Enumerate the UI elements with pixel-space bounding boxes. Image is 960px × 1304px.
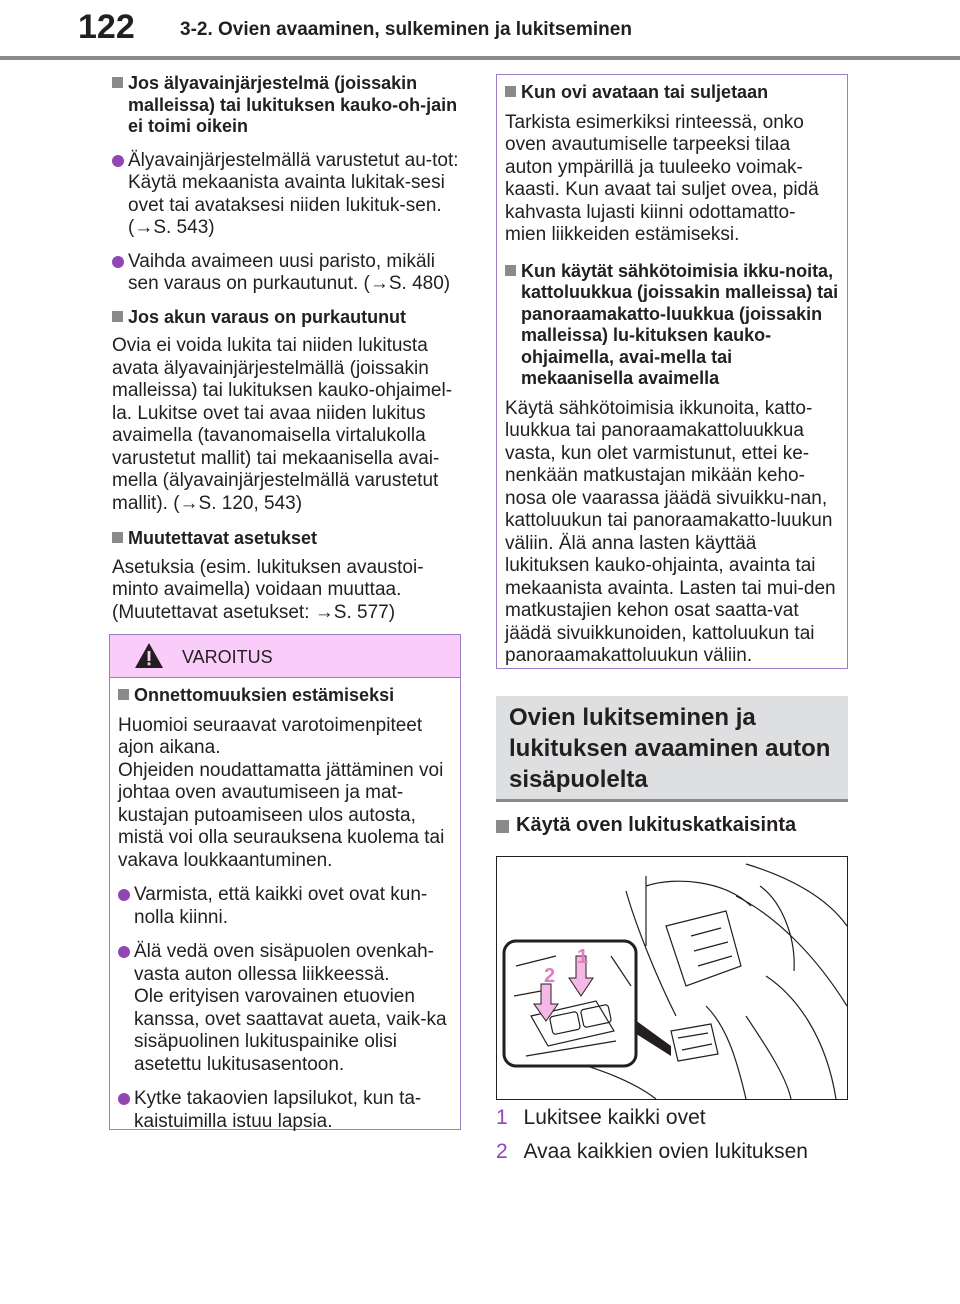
item-text: Avaa kaikkien ovien lukituksen (523, 1140, 808, 1163)
warning-bullet-child-locks: Kytke takaovien lapsilukot, kun ta-kaistuimilla istuu lapsia. (118, 1088, 452, 1133)
section-heading-battery-drained: Jos akun varaus on purkautunut (112, 307, 464, 329)
section-heading-smart-key: Jos älyavainjärjestelmä (joissakin malleissa) tai lukituksen kauko-oh-jain ei toimi oikein (112, 73, 458, 138)
heading-door-open-close: Kun ovi avataan tai suljetaan (505, 82, 847, 104)
item-number: 2 (496, 1140, 508, 1163)
list-item-lock (496, 1106, 706, 1130)
info-box (496, 74, 848, 669)
section-title-box (496, 696, 848, 802)
item-text: Lukitsee kaikki ovet (523, 1106, 706, 1129)
warning-bullet-handle: Älä vedä oven sisäpuolen ovenkah-vasta auton ollessa liikkeessä. (118, 941, 452, 986)
page-number: 122 (78, 8, 135, 46)
header-rule (0, 56, 960, 60)
heading-power-windows: Kun käytät sähkötoimisia ikku-noita, kattoluukkua (joissakin malleissa) tai panoraamakatto-luukkua (joissakin malleissa) lu-kituksen kauko-ohjaimella, avai-mella tai mekaanisella avaimella (505, 261, 839, 390)
battery-drained-text: Ovia ei voida lukita tai niiden lukitusta avata älyavainjärjestelmällä (joissakin malleissa) tai lukituksen kauko-ohjaimel-la. Lukitse ovet tai avaa niiden lukitus avaimella (tavanomaisella virtalukolla varustetut mallit) tai mekaanisella avai-mella (älyavainjärjestelmällä varustetut mallit). (→S. 120, 543) (112, 335, 453, 514)
figure-label-1: 1 (577, 946, 589, 968)
warning-header (110, 635, 460, 678)
warning-text-1: Huomioi seuraavat varotoimenpiteet ajon aikana. (118, 714, 423, 758)
warning-triangle-icon (134, 642, 164, 669)
section-title: Ovien lukitseminen ja lukituksen avaaminen auton sisäpuolelta (509, 704, 831, 793)
warning-title: VAROITUS (182, 647, 273, 667)
door-open-close-text: Tarkista esimerkiksi rinteessä, onko oven avautumiselle tarpeeksi tilaa auton ympärillä ja tuuleeko voimak-kaasti. Kun avaat tai suljet ovea, pidä kahvasta lujasti kiinni odottamatto-mien liikkeiden estämiseksi. (505, 111, 819, 245)
door-lock-switch-illustration (496, 856, 848, 1100)
heading-lock-switch: Käytä oven lukituskatkaisinta (496, 815, 796, 837)
section-heading-settings: Muutettavat asetukset (112, 528, 464, 550)
power-windows-text: Käytä sähkötoimisia ikkunoita, katto-luukkua tai panoraamakattoluukkua vasta, kun olet varmistunut, ettei ke-nenkään matkustajan mikään keho-nosa ole vaarassa jäädä sivuikku-nan, kattoluukun tai panoraamakatto-luukun väliin. Älä anna lasten käyttää lukituksen kauko-ohjainta, avainta tai mekaanista avainta. Lasten tai mui-den matkustajien kehon osat saatta-vat jäädä sivuikkunoiden, kattoluukun tai panoraamakattoluukun väliin. (505, 397, 836, 666)
warning-bullet-handle-note: Ole erityisen varovainen etuovien kanssa, ovet saattavat aueta, vaik-ka sisäpuolinen lukituspainike olisi asetettu lukitusasentoon. (134, 986, 447, 1075)
warning-heading: Onnettomuuksien estämiseksi (118, 685, 460, 707)
bullet-mechanical-key: Älyavainjärjestelmällä varustetut au-tot: Käytä mekaanista avainta lukitak-sesi ovet tai avataksesi niiden lukituk-sen. (→S. 543) (112, 150, 463, 240)
item-number: 1 (496, 1106, 508, 1129)
left-column (112, 73, 464, 624)
figure-label-2: 2 (544, 965, 556, 987)
list-item-unlock (496, 1140, 808, 1164)
bullet-battery: Vaihda avaimeen uusi paristo, mikäli sen varaus on purkautunut. (→S. 480) (112, 251, 463, 296)
chapter-title: 3-2. Ovien avaaminen, sulkeminen ja lukitseminen (180, 19, 632, 40)
warning-box (109, 634, 461, 1130)
settings-text: Asetuksia (esim. lukituksen avaustoi-minto avaimella) voidaan muuttaa. (Muutettavat asetukset: →S. 577) (112, 556, 424, 623)
warning-bullet-doors-closed: Varmista, että kaikki ovet ovat kun-nolla kiinni. (118, 884, 452, 929)
warning-text-2: Ohjeiden noudattamatta jättäminen voi johtaa oven avautumiseen ja mat-kustajan putoamiseen ulos autosta, mistä voi olla seurauksena kuolema tai vakava loukkaantuminen. (118, 759, 445, 871)
